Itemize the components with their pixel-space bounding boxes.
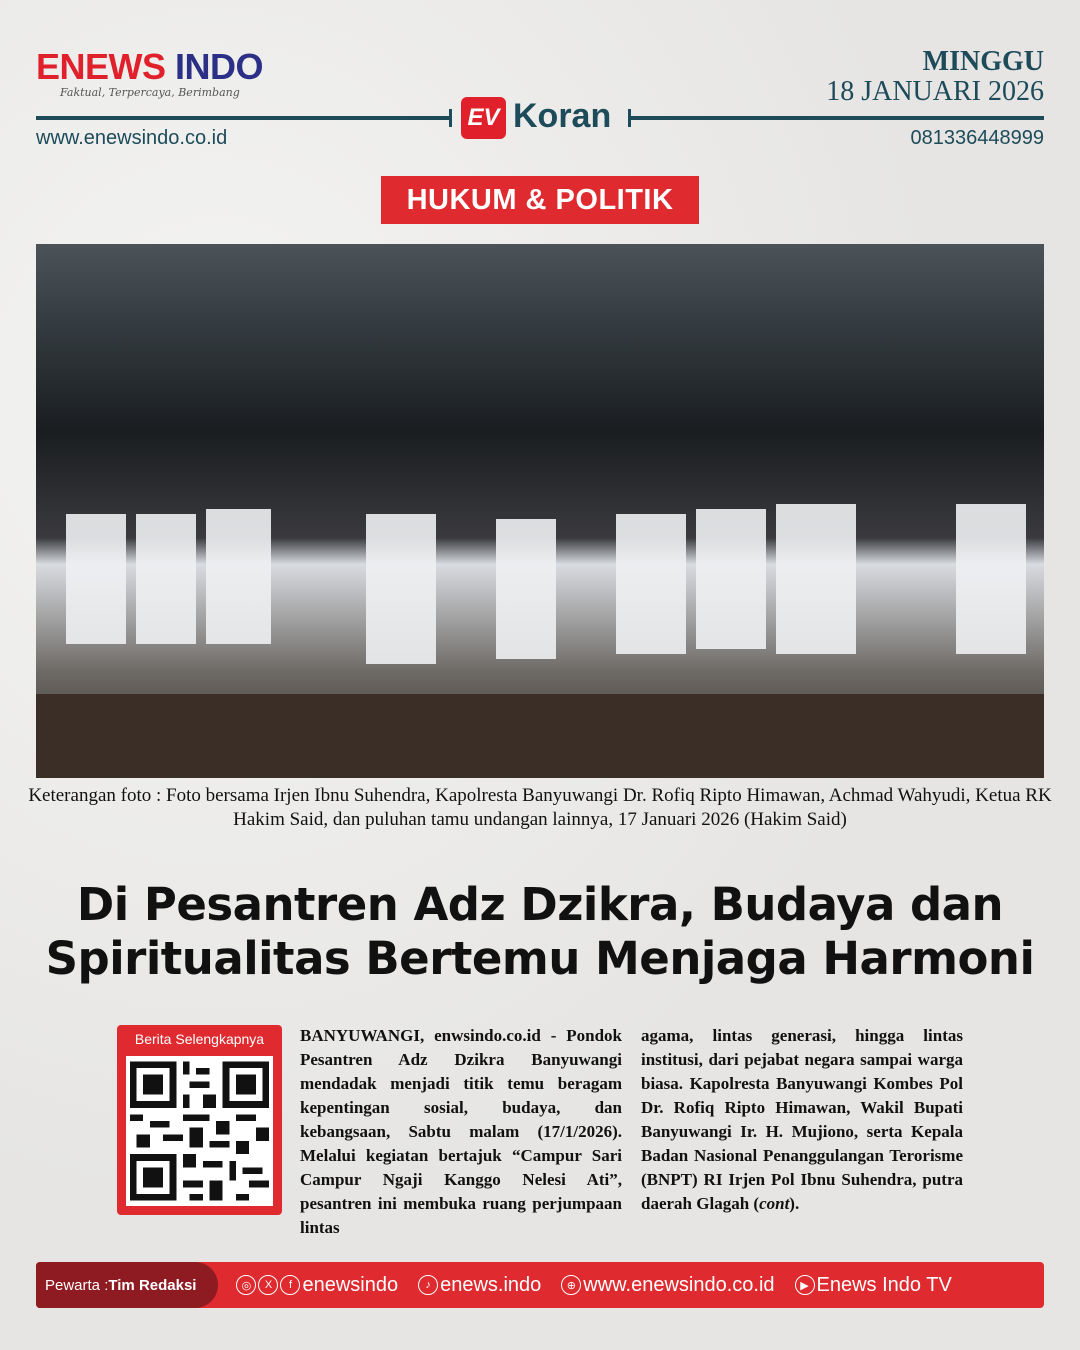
photo-caption: Keterangan foto : Foto bersama Irjen Ibnu Suhendra, Kapolresta Banyuwangi Dr. Rofiq Ripto Himawan, Achmad Wahyudi, Ketua RK Hakim Said, dan puluhan tamu undangan lainnya, 17 Januari 2026 (Hakim Said) — [28, 785, 1052, 830]
x-icon: X — [258, 1275, 278, 1295]
divider — [630, 116, 1044, 120]
qr-code-icon[interactable] — [126, 1056, 273, 1206]
youtube-icon: ▶ — [795, 1275, 815, 1295]
date: 18 JANUARI 2026 — [826, 76, 1044, 107]
footer-bar — [36, 1262, 1044, 1308]
reporter-name: Tim Redaksi — [108, 1276, 197, 1294]
tiktok-text: enews.indo — [440, 1273, 542, 1296]
brand-logo: ENEWS INDO — [36, 46, 264, 87]
youtube-text: Enews Indo TV — [816, 1273, 952, 1296]
social-handle-text: enewsindo — [302, 1273, 399, 1296]
instagram-icon: ◎ — [236, 1275, 256, 1295]
facebook-icon: f — [280, 1275, 300, 1295]
ev-logo-icon: EV — [461, 97, 506, 139]
divider-tick — [449, 109, 452, 127]
category-badge: HUKUM & POLITIK — [381, 176, 699, 224]
edition-label: Koran — [513, 97, 612, 135]
article-text-end: ). — [789, 1194, 800, 1213]
headline: Di Pesantren Adz Dzikra, Budaya dan Spiritualitas Bertemu Menjaga Harmoni — [45, 878, 1035, 985]
youtube-link[interactable] — [795, 1274, 952, 1297]
qr-label: Berita Selengkapnya — [134, 1031, 265, 1047]
tiktok-icon: ♪ — [418, 1275, 438, 1295]
tiktok-link[interactable] — [418, 1274, 541, 1297]
reporter — [36, 1262, 218, 1308]
day: MINGGU — [922, 46, 1044, 77]
divider-tick — [628, 109, 631, 127]
divider — [36, 116, 450, 120]
website: www.enewsindo.co.id — [36, 127, 228, 149]
article-column-1: BANYUWANGI, enwsindo.co.id - Pondok Pesantren Adz Dzikra Banyuwangi mendadak menjadi titik temu beragam kepentingan sosial, budaya, dan kebangsaan, Sabtu malam (17/1/2026). Melalui kegiatan bertajuk “Campur Sari Campur Ngaji Kanggo Nelesi Ati”, pesantren ini membuka ruang perjumpaan lintas — [300, 1026, 622, 1237]
globe-icon: ⊕ — [561, 1275, 581, 1295]
tagline: Faktual, Terpercaya, Berimbang — [60, 86, 240, 99]
website-link[interactable] — [561, 1274, 774, 1297]
phone: 081336448999 — [910, 127, 1044, 149]
social-handle[interactable] — [236, 1274, 398, 1297]
news-photo — [36, 244, 1044, 778]
website-text: www.enewsindo.co.id — [583, 1273, 775, 1296]
reporter-label: Pewarta : — [45, 1276, 109, 1294]
photo-placeholder — [36, 244, 1044, 778]
continued-link[interactable]: cont — [759, 1194, 790, 1213]
article-column-2 — [641, 1024, 963, 1216]
article-text: agama, lintas generasi, hingga lintas institusi, dari pejabat negara sampai warga biasa. Kapolresta Banyuwangi Kombes Pol Dr. Rofiq Ripto Himawan, Wakil Bupati Banyuwangi Ir. H. Mujiono, serta Kepala Badan Nasional Penanggulangan Terorisme (BNPT) RI Irjen Pol Ibnu Suhendra, putra daerah Glagah ( — [641, 1026, 963, 1213]
